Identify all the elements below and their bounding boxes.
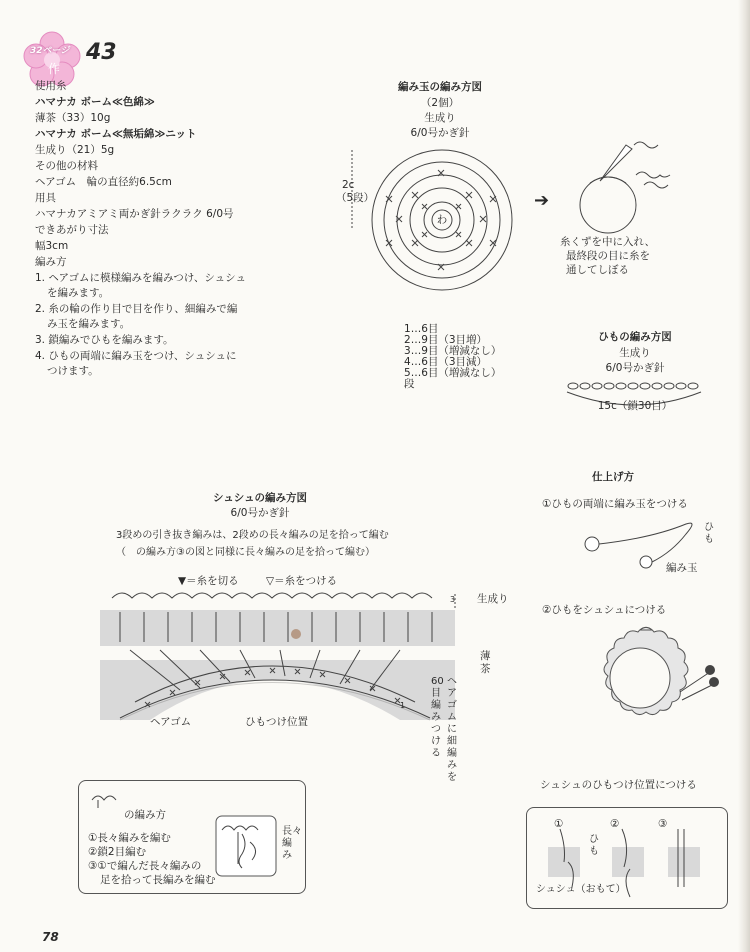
ball-hook: 6/0号かぎ針 xyxy=(410,127,470,139)
finishing-cord-label: ひも xyxy=(704,522,714,545)
yarn1-name: ハマナカ ボーム≪色綿≫ xyxy=(35,96,155,108)
step-1-line1: 1. ヘアゴムに模様編みを編みつけ、シュシュ xyxy=(35,272,246,284)
ball-stuffing-illustration xyxy=(574,135,684,235)
book-spine-shadow xyxy=(738,0,750,952)
color-main-label: 薄茶 xyxy=(480,650,491,675)
cord-hook: 6/0号かぎ針 xyxy=(605,362,665,374)
pattern-number: 43 xyxy=(86,40,117,65)
panel-bottom-label: シュシュ（おもて） xyxy=(536,884,626,895)
ball-height-label2: （5段） xyxy=(336,192,375,204)
ball-count: （2個） xyxy=(420,97,460,109)
scrunchie-with-cord-illustration xyxy=(560,622,720,752)
stitch-detail-illustration xyxy=(216,816,278,878)
legend-cut: ▼＝糸を切る xyxy=(178,575,239,587)
ball-center-label: わ xyxy=(436,214,448,226)
ball-title: 編み玉の編み方図 xyxy=(398,81,482,93)
yarn2-detail: 生成り（21）5g xyxy=(35,144,115,156)
finishing-title: 仕上げ方 xyxy=(592,471,634,483)
ball-chart-diagram xyxy=(350,140,500,310)
scrunchie-note-1: 3段めの引き抜き編みは、2段めの長々編みの足を拾って編む xyxy=(116,530,389,541)
finishing-step-3-title: シュシュのひもつけ位置につける xyxy=(540,779,697,791)
ball-note-2: 最終段の目に糸を xyxy=(566,250,650,262)
ball-note-1: 糸くずを中に入れ、 xyxy=(560,236,656,248)
stitch-diagram-label: 長々編み xyxy=(282,826,302,861)
page-badge: 32ページ xyxy=(30,46,70,56)
ball-row-2: 4…6目（3目減） xyxy=(404,356,488,368)
stitch-step-1: ①長々編みを編む xyxy=(88,832,171,844)
stitch-step-2: ②鎖2目編む xyxy=(88,846,147,858)
cord-position-label: ひもつけ位置 xyxy=(245,716,308,728)
yarn1-detail: 薄茶（33）10g xyxy=(35,112,111,124)
stitch-box-title: の編み方 xyxy=(124,809,166,821)
scrunchie-side-note-2: 60目編みつける xyxy=(431,676,444,759)
stitch-symbol-icon xyxy=(90,790,116,810)
scrunchie-side-note-1: ヘアゴムに細編みを xyxy=(447,676,457,783)
scrunchie-hook: 6/0号かぎ針 xyxy=(230,507,290,519)
tools-item: ハマナカアミアミ両かぎ針ラクラク 6/0号 xyxy=(35,208,234,220)
ball-note-3: 通してしぼる xyxy=(566,264,629,276)
ball-row-1: 5…6目（増減なし） xyxy=(404,367,502,379)
ball-row-5: 1…6目 xyxy=(404,323,439,335)
other-item: ヘアゴム 輪の直径約6.5cm xyxy=(35,176,172,188)
flower-label: 作 xyxy=(48,62,61,76)
scrunchie-note-2: （ の編み方③の図と同様に長々編みの足を拾って編む） xyxy=(116,547,375,558)
scrunchie-title: シュシュの編み方図 xyxy=(212,492,308,504)
other-heading: その他の材料 xyxy=(35,160,98,172)
finishing-step-1: ①ひもの両端に編み玉をつける xyxy=(542,498,688,510)
size-value: 幅3cm xyxy=(35,240,69,252)
arrow-right-icon: ➔ xyxy=(534,190,550,211)
scrunchie-chart-diagram xyxy=(100,590,460,730)
step-1-line2: を編みます。 xyxy=(47,287,110,299)
method-heading: 編み方 xyxy=(35,256,67,268)
panel-num-2: ② xyxy=(610,818,620,830)
ball-row-4: 2…9目（3目増） xyxy=(404,334,488,346)
row3-label: 3 xyxy=(450,595,456,604)
color-top-label: 生成り xyxy=(477,593,509,605)
size-heading: できあがり寸法 xyxy=(35,224,109,236)
stitch-step-3a: ③①で編んだ長々編みの xyxy=(88,860,202,872)
hairband-label: ヘアゴム xyxy=(150,716,192,728)
ball-height-label1: 2c xyxy=(342,179,355,191)
panel-num-3: ③ xyxy=(658,818,668,830)
ball-row-3: 3…9目（増減なし） xyxy=(404,345,502,357)
panel-cord-label: ひも xyxy=(589,834,599,857)
tools-heading: 用具 xyxy=(35,192,56,204)
step-2-line2: み玉を編みます。 xyxy=(47,318,131,330)
step-4-line2: つけます。 xyxy=(47,365,99,377)
stitch-step-3b: 足を拾って長編みを編む xyxy=(100,874,216,886)
step-4-line1: 4. ひもの両端に編み玉をつけ、シュシュに xyxy=(35,350,237,362)
cord-title: ひもの編み方図 xyxy=(598,331,672,343)
row1-label: 1 xyxy=(400,701,406,710)
yarn2-name: ハマナカ ボーム≪無垢綿≫ニット xyxy=(35,128,197,140)
page-number: 78 xyxy=(42,930,59,944)
step-2-line1: 2. 糸の輪の作り目で目を作り、細編みで編 xyxy=(35,303,238,315)
legend-join: ▽＝糸をつける xyxy=(266,575,338,587)
cord-color: 生成り xyxy=(619,347,651,359)
finishing-ball-label: 編み玉 xyxy=(666,562,698,574)
finishing-step-2: ②ひもをシュシュにつける xyxy=(542,604,667,616)
yarn-heading: 使用糸 xyxy=(35,80,67,92)
panel-num-1: ① xyxy=(554,818,564,830)
ball-row-unit: 段 xyxy=(404,378,415,390)
cord-length-label: 15c（鎖30目） xyxy=(597,400,673,412)
step-3-line1: 3. 鎖編みでひもを編みます。 xyxy=(35,334,174,346)
ball-color: 生成り xyxy=(424,112,456,124)
